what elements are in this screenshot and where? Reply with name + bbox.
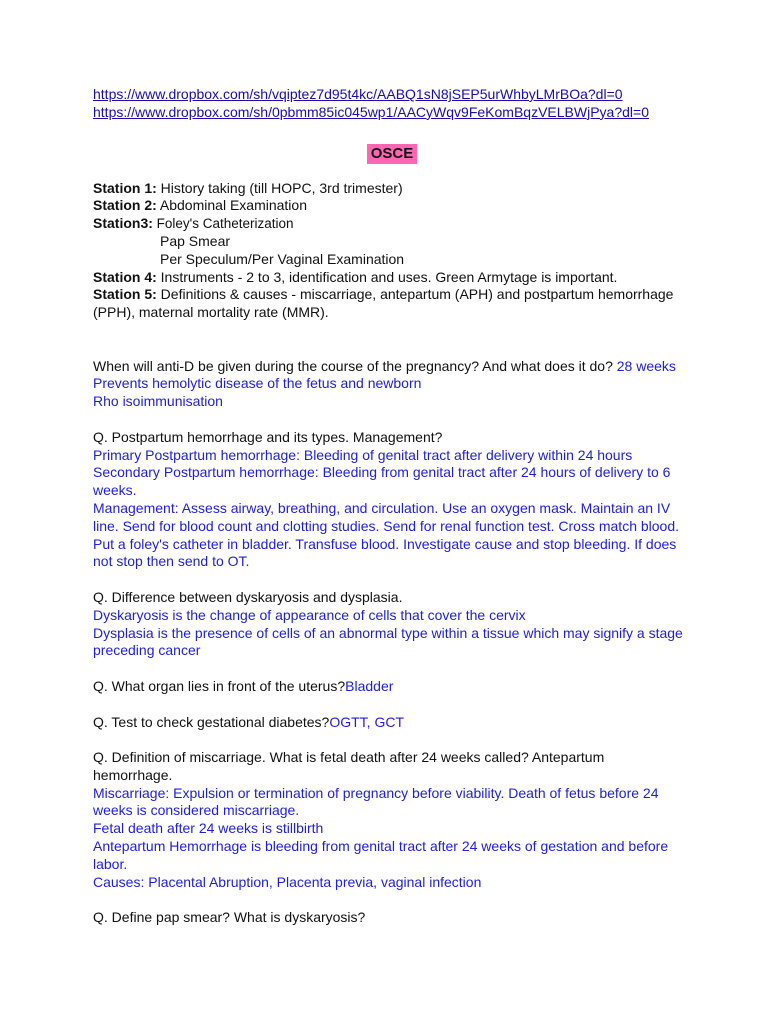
antiD-answer-2: Rho isoimmunisation	[93, 393, 223, 410]
spacer	[93, 660, 683, 678]
antiD-answer-1: 28 weeks Prevents hemolytic disease of the fetus and newborn	[93, 357, 676, 392]
spacer	[93, 696, 683, 714]
gdm-block	[93, 714, 683, 732]
organ-question: Q. What organ lies in front of the uterus?	[93, 677, 346, 694]
pph-answer-secondary: Secondary Postpartum hemorrhage: Bleeding from genital tract after 24 hours of delivery to 6 weeks.	[93, 464, 671, 499]
station-5-label: Station 5:	[93, 286, 157, 303]
station-1-label: Station 1:	[93, 179, 157, 196]
dysk-answer-dyskaryosis: Dyskaryosis is the change of appearance of cells that cover the cervix	[93, 606, 526, 623]
pph-answer-management: Management: Assess airway, breathing, and circulation. Use an oxygen mask. Maintain an IV line. Send for blood count and clotting studies. Send for renal function test. Cross match blood. Put a foley's catheter in bladder. Transfuse blood. Investigate cause and stop bleeding. If does not stop then send to OT.	[93, 499, 680, 570]
spacer	[93, 731, 683, 749]
document-content	[93, 86, 683, 927]
station-5-text: Definitions & causes - miscarriage, antepartum (APH) and postpartum hemorrhage (PPH), maternal mortality rate (MMR).	[93, 286, 674, 321]
organ-answer: Bladder	[345, 677, 394, 694]
spacer	[93, 322, 683, 358]
misc-answer-definition: Miscarriage: Expulsion or termination of pregnancy before viability. Death of fetus before 24 weeks is considered miscarriage.	[93, 784, 659, 819]
station-4-text: Instruments - 2 to 3, identification and uses. Green Armytage is important.	[156, 268, 618, 285]
misc-answer-causes: Causes: Placental Abruption, Placenta previa, vaginal infection	[93, 873, 482, 890]
pph-question: Q. Postpartum hemorrhage and its types. Management?	[93, 428, 443, 445]
station-3-label: Station3:	[93, 215, 153, 232]
dysk-answer-dysplasia: Dysplasia is the presence of cells of an abnormal type within a tissue which may signify a stage preceding cancer	[93, 624, 683, 659]
pph-answer-primary: Primary Postpartum hemorrhage: Bleeding of genital tract after delivery within 24 hours	[93, 446, 633, 463]
station-3	[93, 215, 683, 233]
pap-question: Q. Define pap smear? What is dyskaryosis?	[93, 909, 366, 926]
spacer	[93, 571, 683, 589]
antiD-block	[93, 358, 683, 394]
gdm-answer: OGTT, GCT	[329, 713, 405, 730]
station-2-label: Station 2:	[93, 197, 157, 214]
station-5	[93, 286, 683, 322]
dropbox-link-1[interactable]: https://www.dropbox.com/sh/vqiptez7d95t4kc/AABQ1sN8jSEP5urWhbyLMrBOa?dl=0	[93, 86, 623, 102]
station-1-text: History taking (till HOPC, 3rd trimester)	[156, 179, 403, 196]
station-4	[93, 269, 683, 287]
station-3-item-pap: Pap Smear	[160, 232, 231, 249]
dysk-question: Q. Difference between dyskaryosis and dysplasia.	[93, 588, 403, 605]
station-2	[93, 197, 683, 215]
misc-answer-aph: Antepartum Hemorrhage is bleeding from genital tract after 24 weeks of gestation and before labor.	[93, 838, 669, 872]
station-1	[93, 180, 683, 198]
title-wrap	[93, 144, 683, 164]
station-3-text: Foley's Catheterization	[152, 216, 294, 232]
misc-answer-stillbirth: Fetal death after 24 weeks is stillbirth	[93, 820, 324, 837]
station-2-text: Abdominal Examination	[156, 197, 307, 214]
gdm-question: Q. Test to check gestational diabetes?	[93, 713, 330, 730]
station-4-label: Station 4:	[93, 268, 157, 285]
dropbox-link-2[interactable]: https://www.dropbox.com/sh/0pbmm85ic045wp1/AACyWqv9FeKomBqzVELBWjPya?dl=0	[93, 103, 649, 120]
spacer	[93, 891, 683, 909]
antiD-question: When will anti-D be given during the course of the pregnancy? And what does it do?	[93, 357, 617, 374]
misc-question: Q. Definition of miscarriage. What is fetal death after 24 weeks called? Antepartum hemorrhage.	[93, 749, 605, 783]
spacer	[93, 411, 683, 429]
station-3-item-psv: Per Speculum/Per Vaginal Examination	[160, 250, 405, 267]
organ-block	[93, 678, 683, 696]
page-title: OSCE	[367, 144, 418, 164]
